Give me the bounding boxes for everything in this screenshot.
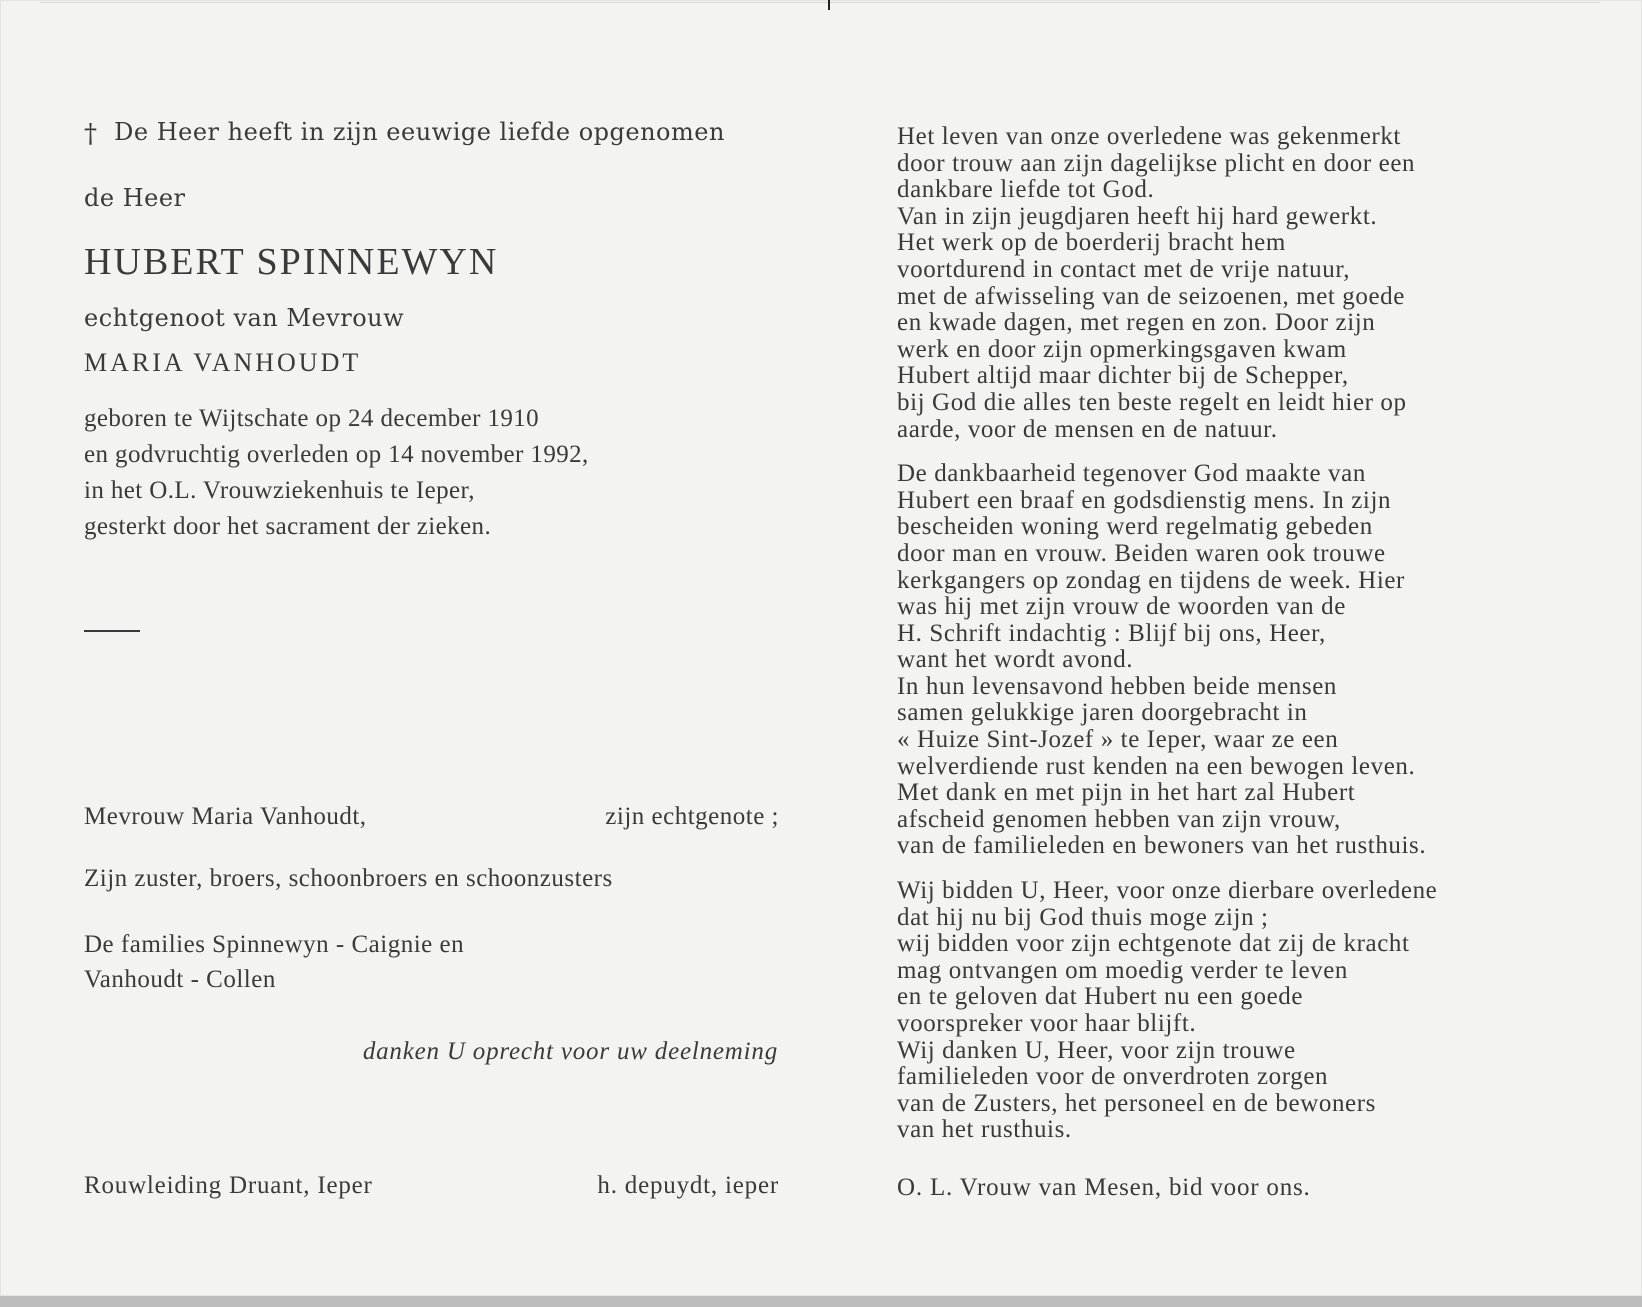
- prayer-paragraph: [897, 878, 1597, 1144]
- mourner-spouse: [84, 803, 779, 831]
- scan-bottom-edge: [0, 1296, 1642, 1307]
- text-line: en kwade dagen, met regen en zon. Door zijn: [897, 309, 1376, 337]
- text-line: Wij bidden U, Heer, voor onze dierbare overledene: [897, 877, 1438, 905]
- families-line: Vanhoudt - Collen: [84, 966, 276, 993]
- text-line: De dankbaarheid tegenover God maakte van: [897, 460, 1366, 488]
- text-line: In hun levensavond hebben beide mensen: [897, 672, 1338, 700]
- text-line: bij God die alles ten beste regelt en leidt hier op: [897, 388, 1407, 416]
- text-line: werk en door zijn opmerkingsgaven kwam: [897, 335, 1347, 363]
- faith-paragraph: [897, 461, 1597, 860]
- text-line: van de Zusters, het personeel en de bewoners: [897, 1089, 1377, 1117]
- deceased-name: HUBERT SPINNEWYN: [84, 241, 499, 283]
- families-line: De families Spinnewyn - Caignie en: [84, 931, 465, 958]
- text-line: Het werk op de boerderij bracht hem: [897, 229, 1286, 257]
- separator-dash: [84, 630, 140, 632]
- text-line: van het rusthuis.: [897, 1116, 1072, 1144]
- text-line: Met dank en met pijn in het hart zal Hubert: [897, 779, 1356, 807]
- text-line: voorspreker voor haar blijft.: [897, 1010, 1197, 1037]
- text-line: familieleden voor de onverdroten zorgen: [897, 1063, 1329, 1091]
- credits-row: [84, 1172, 779, 1200]
- opening-line: [84, 118, 725, 149]
- funeral-director: Rouwleiding Druant, Ieper: [84, 1172, 373, 1199]
- bio-line: in het O.L. Vrouwziekenhuis te Ieper,: [84, 477, 475, 504]
- spouse-intro: echtgenoot van Mevrouw: [84, 304, 405, 332]
- text-line: Hubert een braaf en godsdienstig mens. In zijn: [897, 486, 1392, 514]
- center-fold-mark: [828, 0, 830, 10]
- cross-icon: †: [84, 119, 98, 149]
- text-line: mag ontvangen om moedig verder te leven: [897, 956, 1349, 984]
- closing-invocation: O. L. Vrouw van Mesen, bid voor ons.: [897, 1174, 1311, 1201]
- right-panel: [897, 123, 1597, 1201]
- mourner-name: Mevrouw Maria Vanhoudt,: [84, 803, 367, 830]
- bio-line: en godvruchtig overleden op 14 november 1992,: [84, 441, 589, 468]
- text-line: afscheid genomen hebben van zijn vrouw,: [897, 805, 1341, 833]
- text-line: Wij danken U, Heer, voor zijn trouwe: [897, 1036, 1296, 1064]
- text-line: « Huize Sint-Jozef » te Ieper, waar ze een: [897, 726, 1339, 754]
- text-line: dankbare liefde tot God.: [897, 176, 1155, 204]
- bio-line: geboren te Wijtschate op 24 december 1910: [84, 405, 540, 432]
- printer-credit: h. depuydt, ieper: [597, 1172, 779, 1199]
- opening-text: De Heer heeft in zijn eeuwige liefde opgenomen: [114, 118, 725, 146]
- text-line: met de afwisseling van de seizoenen, met goede: [897, 282, 1405, 310]
- text-line: bescheiden woning werd regelmatig gebeden: [897, 513, 1373, 541]
- text-line: kerkgangers op zondag en tijdens de week. Hier: [897, 566, 1405, 594]
- text-line: door man en vrouw. Beiden waren ook trouwe: [897, 539, 1386, 567]
- spouse-name: MARIA VANHOUDT: [84, 348, 362, 377]
- mourner-siblings: Zijn zuster, broers, schoonbroers en schoonzusters: [84, 865, 613, 892]
- text-line: en te geloven dat Hubert nu een goede: [897, 983, 1304, 1011]
- text-line: door trouw aan zijn dagelijkse plicht en door een: [897, 149, 1416, 177]
- mourner-role: zijn echtgenote ;: [605, 803, 779, 830]
- text-line: H. Schrift indachtig : Blijf bij ons, Heer,: [897, 619, 1326, 647]
- biography: [84, 401, 589, 545]
- bio-line: gesterkt door het sacrament der zieken.: [84, 513, 492, 540]
- text-line: welverdiende rust kenden na een bewogen leven.: [897, 752, 1416, 780]
- card-top-edge: [40, 2, 1600, 3]
- text-line: van de familieleden en bewoners van het rusthuis.: [897, 832, 1427, 860]
- text-line: wij bidden voor zijn echtgenote dat zij de kracht: [897, 930, 1410, 958]
- text-line: want het wordt avond.: [897, 646, 1134, 674]
- text-line: Het leven van onze overledene was gekenmerkt: [897, 123, 1401, 150]
- life-paragraph: [897, 124, 1597, 443]
- text-line: voortdurend in contact met de vrije natuur,: [897, 255, 1351, 283]
- mourner-families: [84, 927, 464, 997]
- text-line: Van in zijn jeugdjaren heeft hij hard gewerkt.: [897, 202, 1378, 230]
- text-line: aarde, voor de mensen en de natuur.: [897, 415, 1278, 443]
- honorific: de Heer: [84, 184, 186, 212]
- text-line: samen gelukkige jaren doorgebracht in: [897, 699, 1308, 727]
- text-line: dat hij nu bij God thuis moge zijn ;: [897, 903, 1269, 931]
- text-line: was hij met zijn vrouw de woorden van de: [897, 593, 1346, 621]
- text-line: Hubert altijd maar dichter bij de Schepper,: [897, 362, 1349, 390]
- thanks-line: danken U oprecht voor uw deelneming: [362, 1038, 778, 1065]
